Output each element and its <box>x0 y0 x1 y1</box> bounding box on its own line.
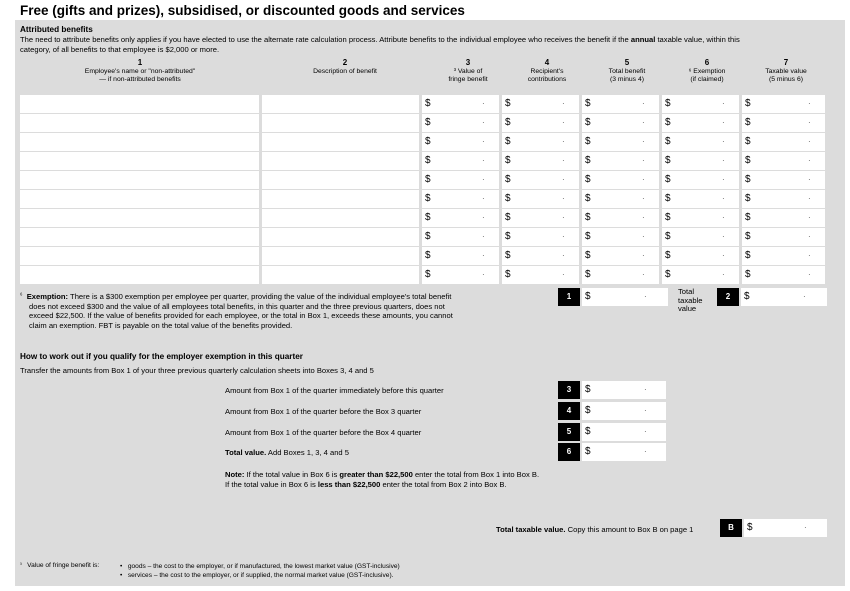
box-6-label: 6 <box>558 443 580 461</box>
benefit-description-input[interactable] <box>262 133 419 151</box>
decimal-marker: · <box>562 156 565 165</box>
decimal-marker: · <box>642 175 645 184</box>
amount-input-col-5[interactable] <box>582 95 659 113</box>
amount-input-col-6[interactable] <box>662 247 739 265</box>
amount-input-col-3[interactable] <box>422 95 499 113</box>
decimal-marker: · <box>482 118 485 127</box>
employee-name-input[interactable] <box>20 171 259 189</box>
amount-input-col-5[interactable] <box>582 114 659 132</box>
currency-symbol: $ <box>665 269 671 280</box>
decimal-marker: · <box>562 175 565 184</box>
amount-input-col-3[interactable] <box>422 133 499 151</box>
decimal-marker: · <box>808 213 811 222</box>
decimal-marker: · <box>808 251 811 260</box>
box-2-input[interactable] <box>741 288 827 306</box>
currency-symbol: $ <box>585 212 591 223</box>
col-l1: ⁶ Exemption <box>688 68 726 75</box>
decimal-marker: · <box>482 232 485 241</box>
currency-symbol: $ <box>745 250 751 261</box>
col-header-3 <box>428 59 508 84</box>
decimal-marker: · <box>482 270 485 279</box>
amount-input-col-3[interactable] <box>422 152 499 170</box>
currency-symbol: $ <box>425 155 431 166</box>
currency-symbol: $ <box>585 426 591 437</box>
exemption-marker: ⁶ <box>20 293 23 299</box>
currency-symbol: $ <box>665 193 671 204</box>
currency-symbol: $ <box>665 155 671 166</box>
exemption-l2: does not exceed $300 and the value of all employees total benefits, in this quarter and the three previous quarters, does not <box>29 301 445 311</box>
decimal-marker: · <box>808 156 811 165</box>
note-text: If the total value in Box 6 is <box>244 470 340 479</box>
amount-input-col-7[interactable] <box>742 266 825 284</box>
currency-symbol: $ <box>425 212 431 223</box>
amount-input-col-7[interactable] <box>742 171 825 189</box>
box-5-label: 5 <box>558 423 580 441</box>
col-num: 6 <box>704 58 710 67</box>
box-b-label: B <box>720 519 742 537</box>
currency-symbol: $ <box>665 98 671 109</box>
decimal-marker: · <box>642 118 645 127</box>
col-header-5 <box>587 59 667 84</box>
box-1-label: 1 <box>558 288 580 306</box>
amount-input-col-6[interactable] <box>662 95 739 113</box>
amount-input-col-6[interactable] <box>662 266 739 284</box>
form-panel <box>15 20 845 586</box>
currency-symbol: $ <box>665 231 671 242</box>
decimal-marker: · <box>804 523 807 532</box>
col-l1: Taxable value <box>765 68 807 75</box>
note-text: enter the total from Box 1 into Box B. <box>412 470 540 479</box>
decimal-marker: · <box>722 175 725 184</box>
amount-input-col-6[interactable] <box>662 114 739 132</box>
intro-text: The need to attribute benefits only applies if you have elected to use the alternate rate calculation process. Attribute benefits to the individual employee who receives the benefit if the <box>20 35 631 44</box>
amount-input-col-5[interactable] <box>582 152 659 170</box>
amount-input-col-3[interactable] <box>422 114 499 132</box>
box-2-label: 2 <box>717 288 739 306</box>
footnote-marker: ³ <box>20 562 22 568</box>
employee-name-input[interactable] <box>20 190 259 208</box>
currency-symbol: $ <box>425 250 431 261</box>
decimal-marker: · <box>722 251 725 260</box>
currency-symbol: $ <box>585 250 591 261</box>
col-l2: (if claimed) <box>690 76 724 83</box>
decimal-marker: · <box>644 447 647 456</box>
currency-symbol: $ <box>665 212 671 223</box>
currency-symbol: $ <box>585 269 591 280</box>
currency-symbol: $ <box>505 117 511 128</box>
amount-input-col-4[interactable] <box>502 133 579 151</box>
currency-symbol: $ <box>585 193 591 204</box>
intro-text-end: taxable value, within this <box>655 35 740 44</box>
bullet: • <box>120 563 123 570</box>
col-num: 5 <box>624 58 630 67</box>
decimal-marker: · <box>808 118 811 127</box>
col-l1: Employee's name or "non-attributed" <box>84 68 196 75</box>
amount-input-col-3[interactable] <box>422 171 499 189</box>
box-6-input[interactable] <box>582 443 666 461</box>
currency-symbol: $ <box>745 269 751 280</box>
col-num: 1 <box>137 58 143 67</box>
currency-symbol: $ <box>745 155 751 166</box>
currency-symbol: $ <box>585 291 591 302</box>
footnote-label <box>20 562 99 569</box>
decimal-marker: · <box>722 137 725 146</box>
box-6-description <box>225 448 349 458</box>
amount-input-col-4[interactable] <box>502 152 579 170</box>
col-l1: Total benefit <box>608 68 646 75</box>
decimal-marker: · <box>808 175 811 184</box>
amount-input-col-4[interactable] <box>502 228 579 246</box>
col-l2: (3 minus 4) <box>610 76 644 83</box>
decimal-marker: · <box>642 213 645 222</box>
col-l1: Recipient's <box>530 68 564 75</box>
decimal-marker: · <box>562 232 565 241</box>
box-1-input[interactable] <box>582 288 668 306</box>
decimal-marker: · <box>642 194 645 203</box>
decimal-marker: · <box>722 156 725 165</box>
decimal-marker: · <box>482 99 485 108</box>
col-l1: ³ Value of <box>453 68 483 75</box>
decimal-marker: · <box>562 194 565 203</box>
decimal-marker: · <box>722 99 725 108</box>
decimal-marker: · <box>482 194 485 203</box>
box-3-description: Amount from Box 1 of the quarter immediately before this quarter <box>225 386 444 395</box>
decimal-marker: · <box>722 194 725 203</box>
decimal-marker: · <box>642 99 645 108</box>
decimal-marker: · <box>722 270 725 279</box>
currency-symbol: $ <box>585 117 591 128</box>
currency-symbol: $ <box>585 446 591 457</box>
col-num: 4 <box>544 58 550 67</box>
amount-input-col-5[interactable] <box>582 209 659 227</box>
decimal-marker: · <box>642 156 645 165</box>
note-label: Note: <box>225 470 245 479</box>
amount-input-col-4[interactable] <box>502 209 579 227</box>
footnote-b1: goods – the cost to the employer, or if manufactured, the lowest market value (GST-inclusive) <box>127 563 400 570</box>
decimal-marker: · <box>808 137 811 146</box>
currency-symbol: $ <box>585 98 591 109</box>
currency-symbol: $ <box>505 250 511 261</box>
amount-input-col-6[interactable] <box>662 152 739 170</box>
currency-symbol: $ <box>585 136 591 147</box>
currency-symbol: $ <box>505 155 511 166</box>
amount-input-col-3[interactable] <box>422 228 499 246</box>
amount-input-col-3[interactable] <box>422 247 499 265</box>
benefit-description-input[interactable] <box>262 228 419 246</box>
box-3-label: 3 <box>558 381 580 399</box>
decimal-marker: · <box>642 251 645 260</box>
employee-name-input[interactable] <box>20 247 259 265</box>
benefit-description-input[interactable] <box>262 152 419 170</box>
decimal-marker: · <box>808 194 811 203</box>
footnote-text: Value of fringe benefit is: <box>27 562 100 569</box>
decimal-marker: · <box>482 251 485 260</box>
intro-line2: category, of all benefits to that employee is $2,000 or more. <box>20 44 220 54</box>
decimal-marker: · <box>808 270 811 279</box>
box-b-bold: Total taxable value. <box>496 525 566 534</box>
decimal-marker: · <box>644 385 647 394</box>
amount-input-col-4[interactable] <box>502 266 579 284</box>
amount-input-col-7[interactable] <box>742 152 825 170</box>
box-5-description: Amount from Box 1 of the quarter before the Box 4 quarter <box>225 428 422 437</box>
decimal-marker: · <box>722 118 725 127</box>
currency-symbol: $ <box>425 174 431 185</box>
note-text: enter the total from Box 2 into Box B. <box>380 479 507 489</box>
currency-symbol: $ <box>745 231 751 242</box>
amount-input-col-6[interactable] <box>662 190 739 208</box>
employee-name-input[interactable] <box>20 209 259 227</box>
currency-symbol: $ <box>505 269 511 280</box>
decimal-marker: · <box>644 292 647 301</box>
total-taxable-label <box>678 288 703 314</box>
col-l2: fringe benefit <box>448 76 488 83</box>
amount-input-col-3[interactable] <box>422 190 499 208</box>
decimal-marker: · <box>722 213 725 222</box>
decimal-marker: · <box>482 213 485 222</box>
amount-input-col-5[interactable] <box>582 247 659 265</box>
page-title: Free (gifts and prizes), subsidised, or discounted goods and services <box>20 3 465 18</box>
box-b-input[interactable] <box>744 519 827 537</box>
currency-symbol: $ <box>665 136 671 147</box>
decimal-marker: · <box>808 232 811 241</box>
decimal-marker: · <box>482 175 485 184</box>
amount-input-col-6[interactable] <box>662 133 739 151</box>
decimal-marker: · <box>562 118 565 127</box>
box-b-text: Copy this amount to Box B on page 1 <box>565 525 694 534</box>
decimal-marker: · <box>562 137 565 146</box>
currency-symbol: $ <box>505 136 511 147</box>
tt-l3: value <box>678 304 697 314</box>
amount-input-col-5[interactable] <box>582 228 659 246</box>
box-4-label: 4 <box>558 402 580 420</box>
tt-l1: Total <box>678 287 695 296</box>
col-num: 3 <box>465 58 471 67</box>
currency-symbol: $ <box>747 522 753 533</box>
benefit-description-input[interactable] <box>262 114 419 132</box>
decimal-marker: · <box>562 99 565 108</box>
currency-symbol: $ <box>745 136 751 147</box>
benefit-description-input[interactable] <box>262 171 419 189</box>
currency-symbol: $ <box>745 212 751 223</box>
exemption-note <box>20 292 453 330</box>
amount-input-col-6[interactable] <box>662 171 739 189</box>
currency-symbol: $ <box>425 98 431 109</box>
amount-input-col-4[interactable] <box>502 190 579 208</box>
decimal-marker: · <box>642 232 645 241</box>
currency-symbol: $ <box>425 269 431 280</box>
box-4-description: Amount from Box 1 of the quarter before the Box 3 quarter <box>225 407 422 416</box>
exemption-l4: claim an exemption. FBT is payable on the total value of the benefits provided. <box>29 320 293 330</box>
decimal-marker: · <box>562 251 565 260</box>
attributed-heading: Attributed benefits <box>20 25 93 34</box>
col-header-1 <box>35 59 245 84</box>
amount-input-col-7[interactable] <box>742 95 825 113</box>
box-4-input[interactable] <box>582 402 666 420</box>
currency-symbol: $ <box>744 291 750 302</box>
currency-symbol: $ <box>665 174 671 185</box>
currency-symbol: $ <box>425 136 431 147</box>
amount-input-col-7[interactable] <box>742 133 825 151</box>
amount-input-col-5[interactable] <box>582 171 659 189</box>
col-l2: — if non-attributed benefits <box>99 76 181 83</box>
employee-name-input[interactable] <box>20 152 259 170</box>
col-l2: contributions <box>527 76 567 83</box>
decimal-marker: · <box>642 137 645 146</box>
note-bold: less than $22,500 <box>317 479 381 489</box>
currency-symbol: $ <box>505 193 511 204</box>
col-header-6 <box>667 59 747 84</box>
currency-symbol: $ <box>665 250 671 261</box>
employee-name-input[interactable] <box>20 266 259 284</box>
currency-symbol: $ <box>745 117 751 128</box>
bullet: • <box>120 572 123 579</box>
decimal-marker: · <box>562 270 565 279</box>
decimal-marker: · <box>482 137 485 146</box>
amount-input-col-4[interactable] <box>502 95 579 113</box>
intro-bold: annual <box>630 35 656 44</box>
amount-input-col-6[interactable] <box>662 228 739 246</box>
benefit-description-input[interactable] <box>262 95 419 113</box>
note <box>225 470 539 489</box>
currency-symbol: $ <box>425 117 431 128</box>
decimal-marker: · <box>482 156 485 165</box>
employee-name-input[interactable] <box>20 114 259 132</box>
benefit-description-input[interactable] <box>262 247 419 265</box>
amount-input-col-7[interactable] <box>742 190 825 208</box>
footnote-b2: services – the cost to the employer, or if supplied, the normal market value (GST-inclusive). <box>127 572 394 579</box>
decimal-marker: · <box>562 213 565 222</box>
decimal-marker: · <box>644 427 647 436</box>
box-3-input[interactable] <box>582 381 666 399</box>
currency-symbol: $ <box>585 405 591 416</box>
employer-exemption-intro: Transfer the amounts from Box 1 of your three previous quarterly calculation sheets into Boxes 3, 4 and 5 <box>20 366 374 375</box>
benefit-description-input[interactable] <box>262 266 419 284</box>
col-l1: Description of benefit <box>313 68 377 75</box>
total-value-bold: Total value. <box>225 448 267 457</box>
exemption-label: Exemption: <box>26 292 69 301</box>
currency-symbol: $ <box>505 231 511 242</box>
currency-symbol: $ <box>505 174 511 185</box>
note-bold: greater than $22,500 <box>339 470 413 479</box>
employee-name-input[interactable] <box>20 95 259 113</box>
amount-input-col-6[interactable] <box>662 209 739 227</box>
currency-symbol: $ <box>665 117 671 128</box>
currency-symbol: $ <box>425 193 431 204</box>
amount-input-col-5[interactable] <box>582 190 659 208</box>
total-value-text: Add Boxes 1, 3, 4 and 5 <box>266 448 349 457</box>
amount-input-col-7[interactable] <box>742 247 825 265</box>
col-header-4 <box>507 59 587 84</box>
col-header-2 <box>270 59 420 76</box>
footnote-list <box>120 562 400 580</box>
amount-input-col-3[interactable] <box>422 209 499 227</box>
currency-symbol: $ <box>745 193 751 204</box>
currency-symbol: $ <box>425 231 431 242</box>
amount-input-col-3[interactable] <box>422 266 499 284</box>
currency-symbol: $ <box>585 231 591 242</box>
decimal-marker: · <box>803 292 806 301</box>
exemption-l1: There is a $300 exemption per employee per quarter, providing the value of the individual employee's total benefit <box>68 292 452 301</box>
employer-exemption-heading: How to work out if you qualify for the employer exemption in this quarter <box>20 352 303 361</box>
amount-input-col-4[interactable] <box>502 114 579 132</box>
decimal-marker: · <box>644 406 647 415</box>
employee-name-input[interactable] <box>20 228 259 246</box>
currency-symbol: $ <box>745 98 751 109</box>
currency-symbol: $ <box>585 384 591 395</box>
col-num: 2 <box>342 58 348 67</box>
amount-input-col-4[interactable] <box>502 247 579 265</box>
amount-input-col-5[interactable] <box>582 266 659 284</box>
attributed-intro <box>20 35 740 54</box>
benefit-description-input[interactable] <box>262 190 419 208</box>
currency-symbol: $ <box>585 174 591 185</box>
col-header-7 <box>746 59 826 84</box>
amount-input-col-7[interactable] <box>742 228 825 246</box>
box-5-input[interactable] <box>582 423 666 441</box>
amount-input-col-4[interactable] <box>502 171 579 189</box>
amount-input-col-7[interactable] <box>742 209 825 227</box>
currency-symbol: $ <box>745 174 751 185</box>
currency-symbol: $ <box>585 155 591 166</box>
amount-input-col-7[interactable] <box>742 114 825 132</box>
total-taxable-value-instruction <box>496 525 693 535</box>
amount-input-col-5[interactable] <box>582 133 659 151</box>
tt-l2: taxable <box>678 295 703 305</box>
col-num: 7 <box>783 58 789 67</box>
col-l2: (5 minus 6) <box>769 76 803 83</box>
benefit-description-input[interactable] <box>262 209 419 227</box>
currency-symbol: $ <box>505 98 511 109</box>
decimal-marker: · <box>722 232 725 241</box>
note-text: If the total value in Box 6 is <box>225 479 318 489</box>
decimal-marker: · <box>808 99 811 108</box>
exemption-l3: exceed $22,500. If the value of benefits provided for each employee, or the total in Box 1, exceeds these amounts, you cannot <box>29 311 453 321</box>
employee-name-input[interactable] <box>20 133 259 151</box>
decimal-marker: · <box>642 270 645 279</box>
currency-symbol: $ <box>505 212 511 223</box>
